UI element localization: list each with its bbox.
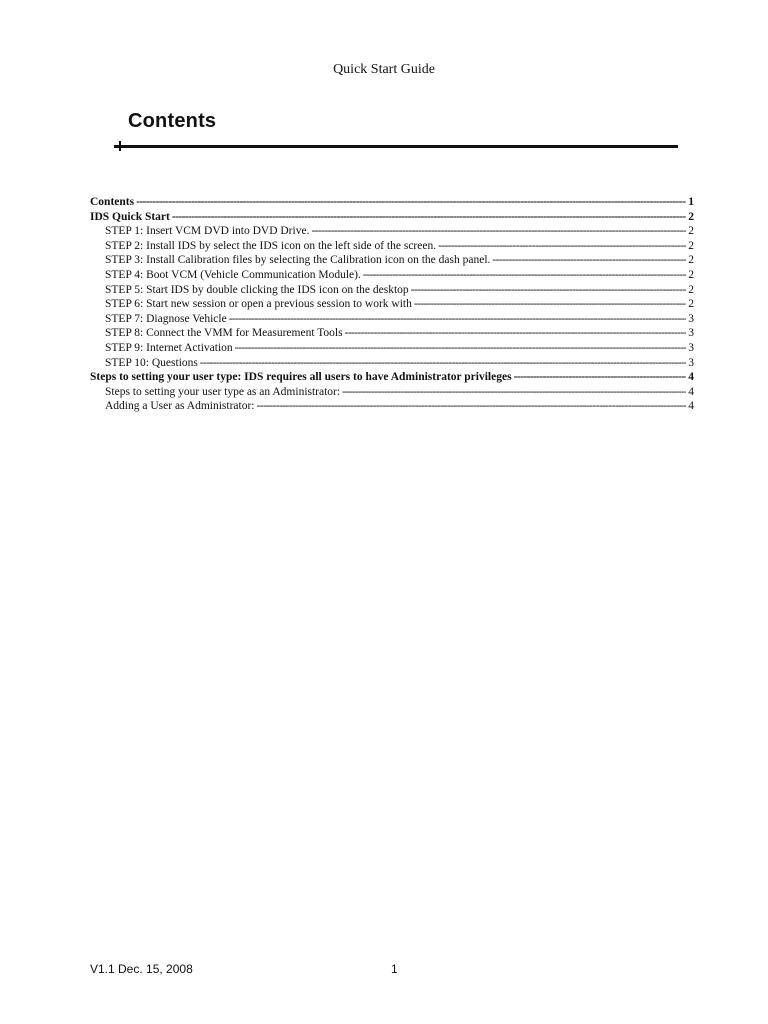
toc-entry[interactable] bbox=[90, 326, 694, 341]
toc-entry-page: 4 bbox=[688, 400, 694, 413]
toc-dot-leader bbox=[229, 312, 687, 327]
toc-dot-leader bbox=[514, 370, 687, 385]
heading-rule-tick bbox=[119, 141, 121, 151]
toc-dot-leader bbox=[256, 399, 686, 414]
toc-entry-text: STEP 2: Install IDS by select the IDS icon on the left side of the screen. bbox=[105, 239, 437, 252]
footer-version: V1.1 Dec. 15, 2008 bbox=[90, 962, 193, 976]
toc-entry-text: STEP 7: Diagnose Vehicle bbox=[105, 312, 227, 325]
toc-dot-leader bbox=[438, 239, 686, 254]
toc-entry[interactable] bbox=[90, 210, 694, 225]
toc-entry-text: Adding a User as Administrator: bbox=[105, 400, 255, 413]
toc-entry-text: STEP 10: Questions bbox=[105, 356, 198, 369]
toc-entry-page: 2 bbox=[688, 254, 694, 267]
toc-entry[interactable] bbox=[90, 312, 694, 327]
toc-entry-text: STEP 5: Start IDS by double clicking the IDS icon on the desktop bbox=[105, 283, 409, 296]
toc-dot-leader bbox=[342, 385, 686, 400]
toc-entry-text: STEP 4: Boot VCM (Vehicle Communication Module). bbox=[105, 268, 361, 281]
toc-entry[interactable] bbox=[90, 399, 694, 414]
toc-dot-leader bbox=[345, 326, 687, 341]
toc-entry-text: STEP 6: Start new session or open a previous session to work with bbox=[105, 298, 412, 311]
toc-entry-page: 2 bbox=[688, 225, 694, 238]
toc-entry-page: 3 bbox=[688, 327, 694, 340]
toc-entry[interactable] bbox=[90, 195, 694, 210]
toc-entry-page: 4 bbox=[688, 385, 694, 398]
toc-entry-page: 4 bbox=[688, 371, 694, 384]
toc-entry[interactable] bbox=[90, 297, 694, 312]
toc-entry-page: 3 bbox=[688, 341, 694, 354]
toc-entry-page: 2 bbox=[688, 283, 694, 296]
toc-entry[interactable] bbox=[90, 283, 694, 298]
toc-dot-leader bbox=[235, 341, 687, 356]
table-of-contents bbox=[90, 195, 694, 414]
footer-page-number: 1 bbox=[391, 962, 398, 976]
toc-dot-leader bbox=[136, 195, 686, 210]
header-title: Quick Start Guide bbox=[333, 62, 435, 77]
toc-entry-text: STEP 3: Install Calibration files by selecting the Calibration icon on the dash panel. bbox=[105, 254, 491, 267]
toc-entry-text: STEP 9: Internet Activation bbox=[105, 341, 233, 354]
toc-entry-page: 2 bbox=[688, 268, 694, 281]
toc-entry[interactable] bbox=[90, 253, 694, 268]
toc-dot-leader bbox=[363, 268, 686, 283]
toc-entry[interactable] bbox=[90, 370, 694, 385]
toc-dot-leader bbox=[200, 356, 686, 371]
toc-entry[interactable] bbox=[90, 356, 694, 371]
toc-dot-leader bbox=[492, 253, 686, 268]
toc-entry-page: 1 bbox=[688, 196, 694, 208]
toc-dot-leader bbox=[411, 283, 687, 298]
toc-entry-text: STEP 8: Connect the VMM for Measurement Tools bbox=[105, 327, 343, 340]
toc-entry-text: Steps to setting your user type: IDS requires all users to have Administrator privileges bbox=[90, 371, 512, 384]
toc-entry-page: 3 bbox=[688, 356, 694, 369]
toc-entry-page: 2 bbox=[688, 210, 694, 223]
toc-entry[interactable] bbox=[90, 385, 694, 400]
toc-entry[interactable] bbox=[90, 268, 694, 283]
toc-entry-text: STEP 1: Insert VCM DVD into DVD Drive. bbox=[105, 225, 310, 238]
toc-dot-leader bbox=[311, 224, 686, 239]
toc-entry-page: 2 bbox=[688, 298, 694, 311]
toc-dot-leader bbox=[414, 297, 686, 312]
heading-rule bbox=[114, 145, 678, 148]
toc-dot-leader bbox=[172, 210, 686, 225]
toc-entry-page: 3 bbox=[688, 312, 694, 325]
toc-entry-page: 2 bbox=[688, 239, 694, 252]
toc-entry-text: Contents bbox=[90, 196, 135, 208]
toc-entry[interactable] bbox=[90, 224, 694, 239]
contents-heading: Contents bbox=[128, 110, 217, 132]
toc-entry-text: IDS Quick Start bbox=[90, 210, 170, 223]
toc-entry[interactable] bbox=[90, 341, 694, 356]
toc-entry-text: Steps to setting your user type as an Administrator: bbox=[105, 385, 341, 398]
toc-entry[interactable] bbox=[90, 239, 694, 254]
